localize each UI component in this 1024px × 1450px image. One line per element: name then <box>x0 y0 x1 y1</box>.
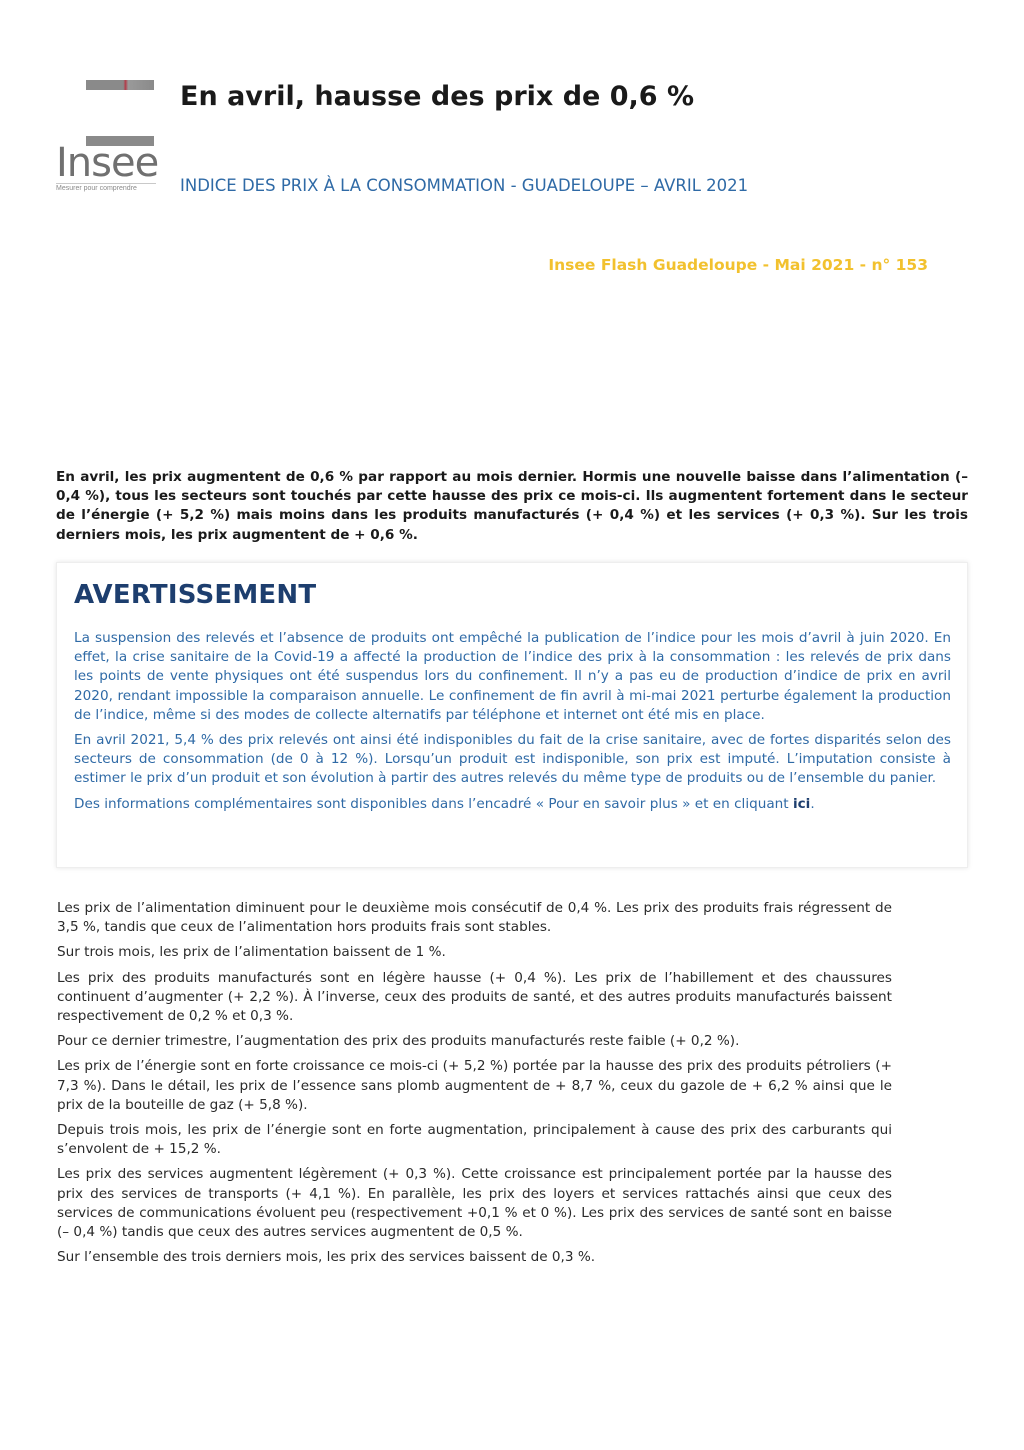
warning-paragraph <box>74 795 951 814</box>
insee-logo <box>56 80 159 195</box>
warning-paragraph: La suspension des relevés et l’absence de produits ont empêché la publication de l’indice pour les mois d’avril à juin 2020. En effet, la crise sanitaire de la Covid-19 a affecté la production de l’indice des prix à la consommation : les relevés de prix dans les points de vente physiques ont été suspendus lors du confinement. Il n’y a pas eu de production d’indice de prix en avril 2020, rendant impossible la comparaison annuelle. Le confinement de fin avril à mi-mai 2021 perturbe également la production de l’indice, même si des modes de collecte alternatifs par téléphone et internet ont été mis en place. <box>74 630 951 723</box>
body-paragraph: Les prix de l’énergie sont en forte croissance ce mois-ci (+ 5,2 %) portée par la hausse des prix des produits pétroliers (+ 7,3 %). Dans le détail, les prix de l’essence sans plomb augmentent de + 8,7 %, ceux du gazole de + 6,2 % ainsi que le prix de la bouteille de gaz (+ 5,8 %). <box>57 1058 892 1113</box>
publication-issue: Insee Flash Guadeloupe - Mai 2021 - n° 153 <box>548 256 928 274</box>
body-paragraph: Les prix des produits manufacturés sont en légère hausse (+ 0,4 %). Les prix de l’habillement et des chaussures continuent d’augmenter (+ 2,2 %). À l’inverse, ceux des produits de santé, et des autres produits manufacturés baissent respectivement de 0,2 % et 0,3 %. <box>57 969 892 1025</box>
warning-paragraph: En avril 2021, 5,4 % des prix relevés ont ainsi été indisponibles du fait de la crise sanitaire, avec de fortes disparités selon des secteurs de consommation (de 0 à 12 %). Lorsqu’un produit est indisponible, son prix est imputé. L’imputation consiste à estimer le prix d’un produit et son évolution à partir des autres relevés du même type de produits ou de l’ensemble du panier. <box>74 732 951 787</box>
article-body <box>57 899 892 1273</box>
body-paragraph: Sur trois mois, les prix de l’alimentation baissent de 1 %. <box>57 944 446 961</box>
body-paragraph: Les prix des services augmentent légèrement (+ 0,3 %). Cette croissance est principalement portée par la hausse des prix des services de transports (+ 4,1 %). En parallèle, les prix des loyers et services rattachés ainsi que ceux des services de communications évoluent peu (respectivement +0,1 % et 0 %). Les prix des services de santé sont en baisse (– 0,4 %) tandis que ceux des autres services augmentent de 0,5 %. <box>57 1166 892 1241</box>
body-paragraph: Sur l’ensemble des trois derniers mois, les prix des services baissent de 0,3 %. <box>57 1249 596 1266</box>
logo-bar-top <box>86 80 154 90</box>
warning-more-info-text: Des informations complémentaires sont disponibles dans l’encadré « Pour en savoir plus » et en cliquant <box>74 795 793 812</box>
body-paragraph: Pour ce dernier trimestre, l’augmentation des prix des produits manufacturés reste faible (+ 0,2 %). <box>57 1033 740 1050</box>
body-paragraph: Depuis trois mois, les prix de l’énergie sont en forte augmentation, principalement à cause des prix des carburants qui s’envolent de + 15,2 %. <box>57 1122 892 1158</box>
body-paragraph: Les prix de l’alimentation diminuent pour le deuxième mois consécutif de 0,4 %. Les prix des produits frais régressent de 3,5 %, tandis que ceux de l’alimentation hors produits frais sont stables. <box>57 900 892 936</box>
page-title: En avril, hausse des prix de 0,6 % <box>180 81 695 112</box>
more-info-link[interactable]: ici <box>792 795 811 812</box>
lead-paragraph: En avril, les prix augmentent de 0,6 % par rapport au mois dernier. Hormis une nouvelle baisse dans l’alimentation (– 0,4 %), tous les secteurs sont touchés par cette hausse des prix ce mois-ci. Ils augmentent fortement dans le secteur de l’énergie (+ 5,2 %) mais moins dans les produits manufacturés (+ 0,4 %) et les services (+ 0,3 %). Sur les trois derniers mois, les prix augmentent de + 0,6 %. <box>56 469 968 543</box>
warning-box <box>56 562 968 868</box>
logo-tagline: Mesurer pour comprendre <box>56 183 156 193</box>
warning-more-info-end: . <box>810 795 815 812</box>
logo-wordmark: Insee <box>56 140 159 186</box>
warning-body <box>74 629 951 820</box>
page-subtitle: INDICE DES PRIX À LA CONSOMMATION - GUADELOUPE – AVRIL 2021 <box>180 176 749 195</box>
warning-heading: AVERTISSEMENT <box>74 580 317 610</box>
